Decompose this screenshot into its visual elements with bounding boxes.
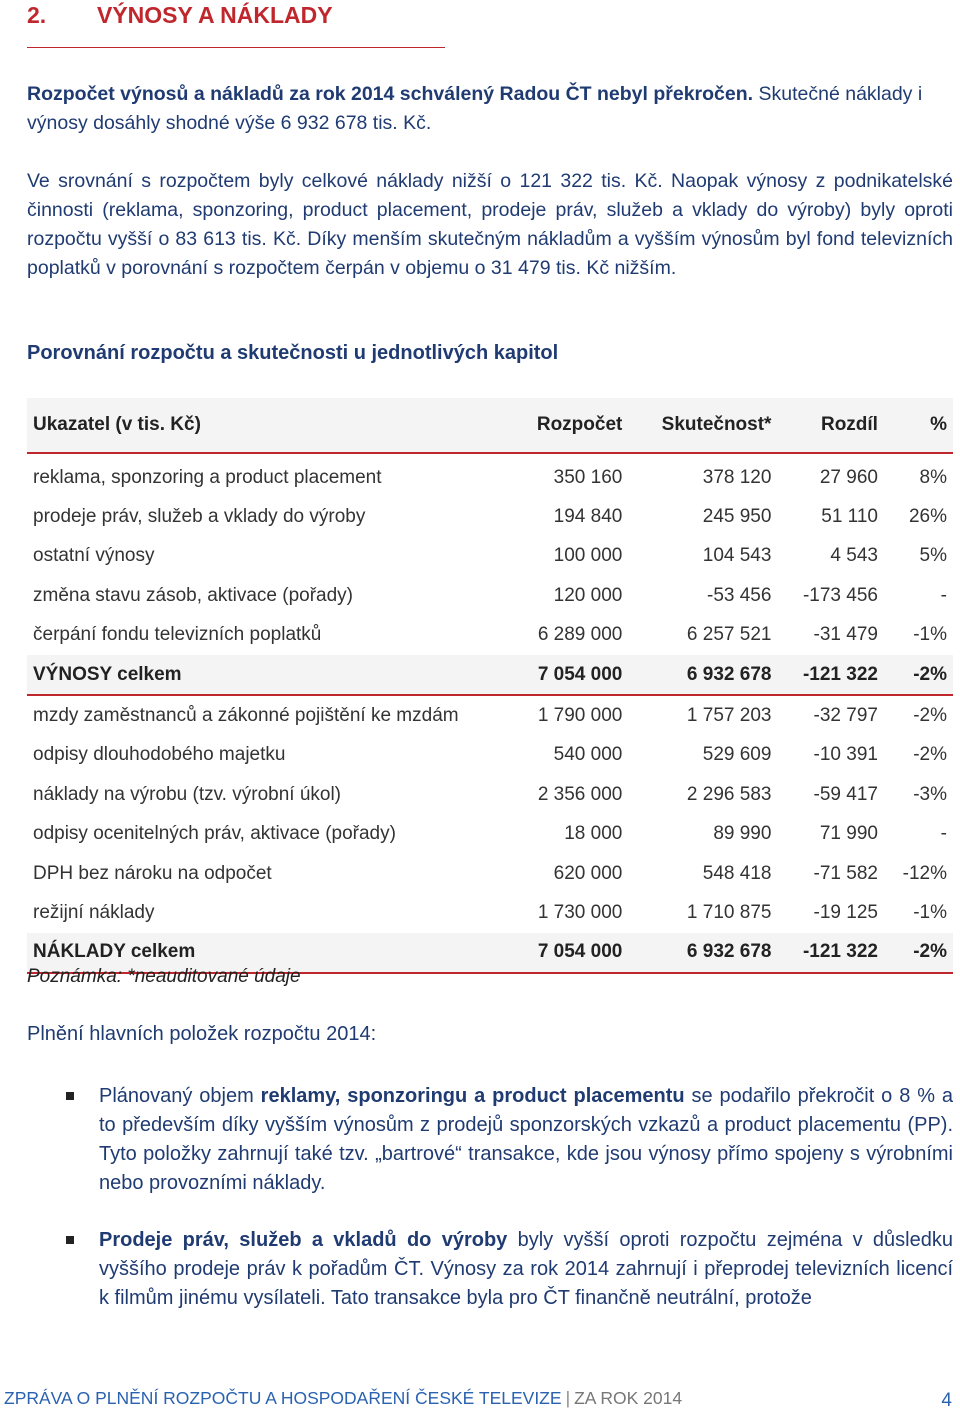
bullet-square-icon <box>66 1092 74 1100</box>
row-label: čerpání fondu televizních poplatků <box>33 624 322 646</box>
row-percent: -2% <box>913 744 947 766</box>
table-row <box>27 775 953 814</box>
row-rozdil: -173 456 <box>802 584 878 606</box>
row-label: změna stavu zásob, aktivace (pořady) <box>33 584 353 606</box>
row-percent: -3% <box>913 783 947 805</box>
row-percent: - <box>940 584 947 606</box>
table-row <box>27 453 953 497</box>
table-subheading: Porovnání rozpočtu a skutečnosti u jednotlivých kapitol <box>27 342 559 364</box>
row-percent: -2% <box>884 655 953 695</box>
header-percent: % <box>884 398 953 453</box>
section-heading <box>27 2 333 29</box>
row-skutecnost: 6 932 678 <box>628 933 777 973</box>
footer-separator: | <box>565 1388 571 1408</box>
row-label: reklama, sponzoring a product placement <box>33 466 382 488</box>
lead-bold-text: Rozpočet výnosů a nákladů za rok 2014 schválený Radou ČT nebyl překročen. <box>27 83 754 105</box>
table-note: Poznámka: *neauditované údaje <box>27 966 301 987</box>
table-row <box>27 815 953 854</box>
row-percent: -12% <box>902 862 947 884</box>
row-percent: -1% <box>913 624 947 646</box>
comparison-table <box>27 398 953 974</box>
row-rozdil: -31 479 <box>813 624 878 646</box>
header-ukazatel: Ukazatel (v tis. Kč) <box>27 398 509 453</box>
row-rozdil: -10 391 <box>813 744 878 766</box>
row-rozdil: -32 797 <box>813 705 878 727</box>
bullet-square-icon <box>66 1236 74 1244</box>
row-label: prodeje práv, služeb a vklady do výroby <box>33 506 366 528</box>
row-label: NÁKLADY celkem <box>27 933 509 973</box>
row-rozdil: -121 322 <box>777 655 884 695</box>
header-skutecnost: Skutečnost* <box>628 398 777 453</box>
row-skutecnost: 104 543 <box>702 545 772 567</box>
bullet-item <box>99 1082 953 1198</box>
row-skutecnost: 1 710 875 <box>686 901 772 923</box>
table-row <box>27 893 953 932</box>
row-rozpocet: 194 840 <box>553 506 623 528</box>
row-rozpocet: 100 000 <box>553 545 623 567</box>
row-skutecnost: 89 990 <box>713 823 772 845</box>
row-rozpocet: 1 730 000 <box>537 901 623 923</box>
page-number: 4 <box>941 1390 952 1411</box>
row-label: odpisy ocenitelných práv, aktivace (pořady) <box>33 823 396 845</box>
table-row <box>27 854 953 893</box>
row-skutecnost: 6 257 521 <box>686 624 772 646</box>
table-row <box>27 576 953 615</box>
row-rozpocet: 7 054 000 <box>509 933 628 973</box>
table-row <box>27 616 953 655</box>
bullet-item <box>99 1226 953 1313</box>
table-row <box>27 695 953 735</box>
bullet-bold-text: reklamy, sponzoringu a product placementu <box>260 1085 685 1107</box>
row-skutecnost: 245 950 <box>702 506 772 528</box>
row-label: náklady na výrobu (tzv. výrobní úkol) <box>33 783 342 805</box>
row-percent: - <box>940 823 947 845</box>
row-skutecnost: 548 418 <box>702 862 772 884</box>
table-row <box>27 736 953 775</box>
row-rozpocet: 350 160 <box>553 466 623 488</box>
section-title: VÝNOSY A NÁKLADY <box>97 2 333 28</box>
row-skutecnost: -53 456 <box>707 584 772 606</box>
footer-year: ZA ROK 2014 <box>574 1388 683 1408</box>
lead-rest-text: Skutečné náklady i výnosy dosáhly shodné výše 6 932 678 tis. Kč. <box>27 83 923 134</box>
table-row <box>27 537 953 576</box>
row-skutecnost: 529 609 <box>702 744 772 766</box>
row-rozpocet: 620 000 <box>553 862 623 884</box>
row-rozdil: -121 322 <box>777 933 884 973</box>
row-percent: -2% <box>884 933 953 973</box>
row-rozdil: 4 543 <box>830 545 878 567</box>
lead-paragraph <box>27 80 953 138</box>
row-rozpocet: 540 000 <box>553 744 623 766</box>
bullet-bold-text: Prodeje práv, služeb a vkladů do výroby <box>99 1229 508 1251</box>
body-paragraph: Ve srovnání s rozpočtem byly celkové náklady nižší o 121 322 tis. Kč. Naopak výnosy z podnikatelské činnosti (reklama, sponzoring, product placement, prodeje práv, služeb a vklady do výroby) byly oproti rozpočtu vyšší o 83 613 tis. Kč. Díky menším skutečným nákladům a vyšším výnosům byl fond televizních poplatků v porovnání s rozpočtem čerpán v objemu o 31 479 tis. Kč nižším. <box>27 170 953 279</box>
heading-underline <box>27 47 445 48</box>
row-percent: 26% <box>908 506 947 528</box>
row-rozpocet: 120 000 <box>553 584 623 606</box>
section-number: 2. <box>27 2 47 28</box>
page-footer <box>4 1388 682 1409</box>
row-rozdil: 51 110 <box>821 506 878 528</box>
bullet-pre-text: Plánovaný objem <box>99 1085 261 1107</box>
row-rozdil: -71 582 <box>813 862 878 884</box>
row-label: DPH bez nároku na odpočet <box>33 862 272 884</box>
bullet-post-text: byly vyšší oproti rozpočtu zejména v důsledku vyššího prodeje práv k pořadům ČT. Výnosy za rok 2014 zahrnují i přeprodej televizních licencí k filmům jinému vysílateli. Tato transakce byla pro ČT finančně neutrální, protože <box>99 1229 953 1309</box>
row-rozpocet: 7 054 000 <box>509 655 628 695</box>
row-skutecnost: 378 120 <box>702 466 772 488</box>
row-skutecnost: 2 296 583 <box>686 783 772 805</box>
row-rozpocet: 18 000 <box>564 823 623 845</box>
row-percent: 5% <box>919 545 947 567</box>
row-skutecnost: 6 932 678 <box>628 655 777 695</box>
row-rozdil: -19 125 <box>813 901 878 923</box>
row-label: mzdy zaměstnanců a zákonné pojištění ke mzdám <box>33 705 459 727</box>
row-rozdil: 71 990 <box>819 823 878 845</box>
row-skutecnost: 1 757 203 <box>686 705 772 727</box>
row-rozpocet: 6 289 000 <box>537 624 623 646</box>
row-percent: -1% <box>913 901 947 923</box>
table-header-row <box>27 398 953 453</box>
row-percent: 8% <box>919 466 947 488</box>
bullet-post-text: se podařilo překročit o 8 % a to především díky vyšším výnosům z prodejů sponzorských vzkazů a product placementu (PP). Tyto položky zahrnují také tzv. „bartrové“ transakce, kde jsou výnosy přímo spojeny s výrobními nebo provozními náklady. <box>99 1085 954 1194</box>
table-total-row-vynosy <box>27 655 953 695</box>
header-rozpocet: Rozpočet <box>509 398 628 453</box>
plneni-title: Plnění hlavních položek rozpočtu 2014: <box>27 1023 377 1045</box>
row-label: režijní náklady <box>33 901 155 923</box>
header-rozdil: Rozdíl <box>777 398 884 453</box>
footer-title: ZPRÁVA O PLNĚNÍ ROZPOČTU A HOSPODAŘENÍ ČESKÉ TELEVIZE <box>4 1388 562 1408</box>
row-label: VÝNOSY celkem <box>27 655 509 695</box>
row-percent: -2% <box>913 705 947 727</box>
row-rozdil: 27 960 <box>819 466 878 488</box>
row-label: odpisy dlouhodobého majetku <box>33 744 286 766</box>
row-rozpocet: 2 356 000 <box>537 783 623 805</box>
row-rozdil: -59 417 <box>813 783 878 805</box>
table-row <box>27 497 953 536</box>
row-label: ostatní výnosy <box>33 545 155 567</box>
row-rozpocet: 1 790 000 <box>537 705 623 727</box>
